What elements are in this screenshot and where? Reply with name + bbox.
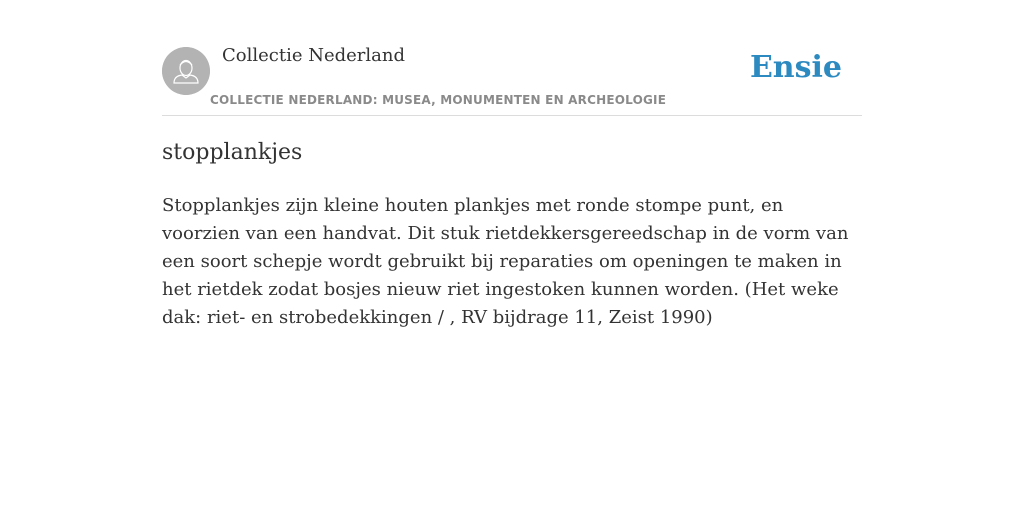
entry-term: stopplankjes [162,140,303,165]
brand-logo[interactable]: Ensie [749,50,842,85]
entry-header [162,0,862,116]
author-name[interactable]: Collectie Nederland [222,45,406,66]
entry-definition: Stopplankjes zijn kleine houten plankjes met ronde stompe punt, en voorzien van een handvat. Dit stuk rietdekkersgereedschap in de vorm van een soort schepje wordt gebruikt bij reparaties om openingen te maken in het rietdek zodat bosjes nieuw riet ingestoken kunnen worden. (Het weke dak: riet- en strobedekkingen / , RV bijdrage 11, Zeist 1990) [162,195,849,328]
author-subtitle: COLLECTIE NEDERLAND: MUSEA, MONUMENTEN EN ARCHEOLOGIE [210,93,667,107]
user-avatar-icon[interactable] [162,47,210,95]
